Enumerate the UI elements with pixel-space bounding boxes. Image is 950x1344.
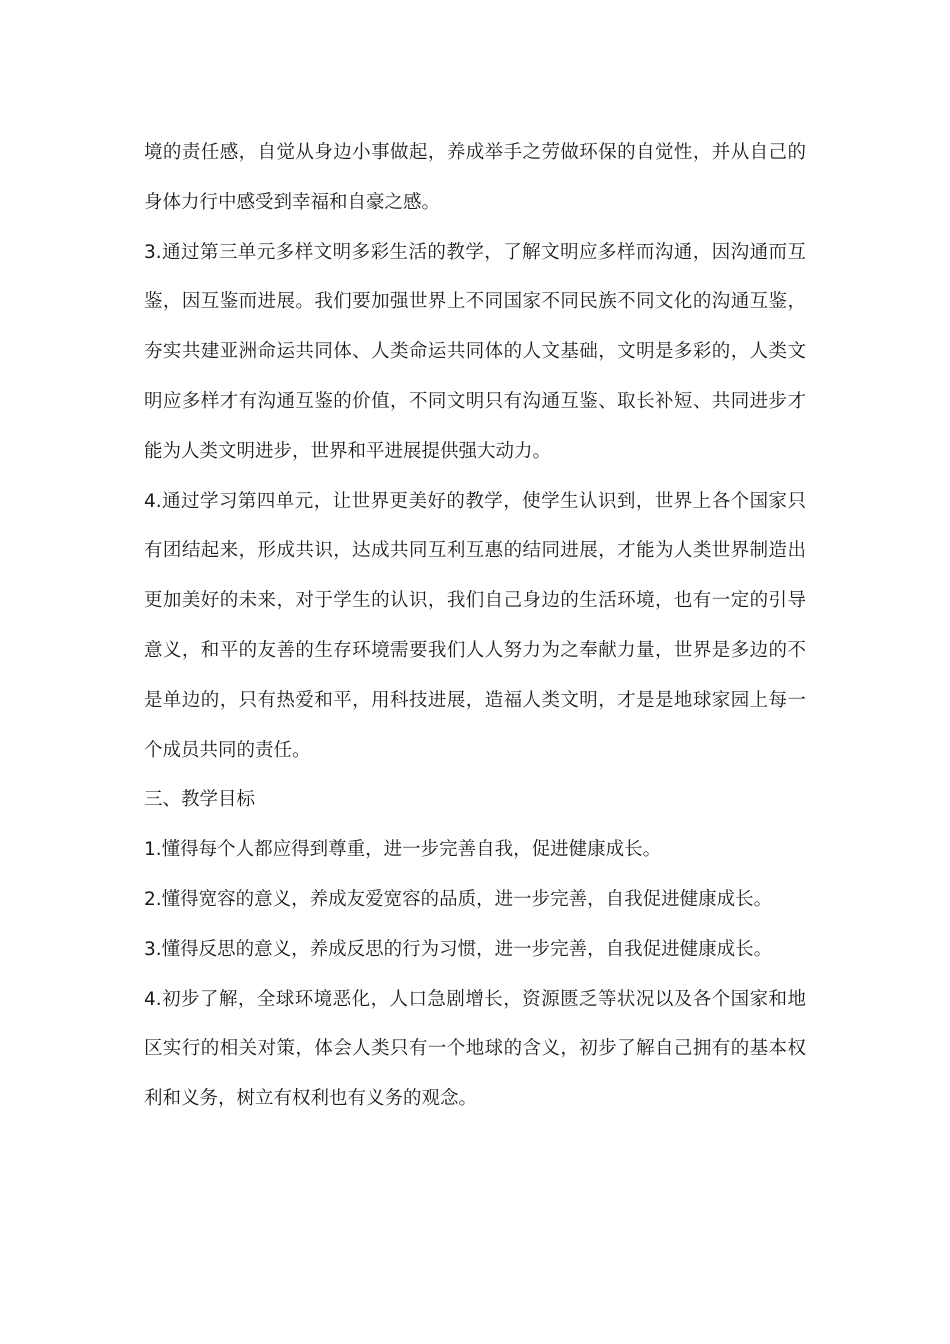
paragraph-item-4: 4.通过学习第四单元，让世界更美好的教学，使学生认识到，世界上各个国家只有团结起来，形成共识，达成共同互利互惠的结同进展，才能为人类世界制造出更加美好的未来，对于学生的认识，我们自己身边的生活环境，也有一定的引导意义，和平的友善的生存环境需要我们人人努力为之奉献力量，世界是多边的不是单边的，只有热爱和平，用科技进展，造福人类文明，才是是地球家园上每一个成员共同的责任。 [144, 490, 806, 761]
goal-item-2: 2.懂得宽容的意义，养成友爱宽容的品质，进一步完善，自我促进健康成长。 [144, 888, 773, 910]
section-heading-teaching-goals: 三、教学目标 [144, 789, 256, 811]
goal-item-3: 3.懂得反思的意义，养成反思的行为习惯，进一步完善，自我促进健康成长。 [144, 938, 773, 960]
goal-item-4: 4.初步了解，全球环境恶化，人口急剧增长，资源匮乏等状况以及各个国家和地区实行的相关对策，体会人类只有一个地球的含义，初步了解自己拥有的基本权利和义务，树立有权利也有义务的观念。 [144, 988, 806, 1110]
paragraph-item-3: 3.通过第三单元多样文明多彩生活的教学，了解文明应多样而沟通，因沟通而互鉴，因互鉴而进展。我们要加强世界上不同国家不同民族不同文化的沟通互鉴，夯实共建亚洲命运共同体、人类命运共同体的人文基础，文明是多彩的，人类文明应多样才有沟通互鉴的价值，不同文明只有沟通互鉴、取长补短、共同进步才能为人类文明进步，世界和平进展提供强大动力。 [144, 241, 806, 462]
document-body [144, 128, 806, 1124]
goal-item-1: 1.懂得每个人都应得到尊重，进一步完善自我，促进健康成长。 [144, 839, 662, 861]
paragraph-continuation: 境的责任感，自觉从身边小事做起，养成举手之劳做环保的自觉性，并从自己的身体力行中感受到幸福和自豪之感。 [144, 142, 806, 213]
